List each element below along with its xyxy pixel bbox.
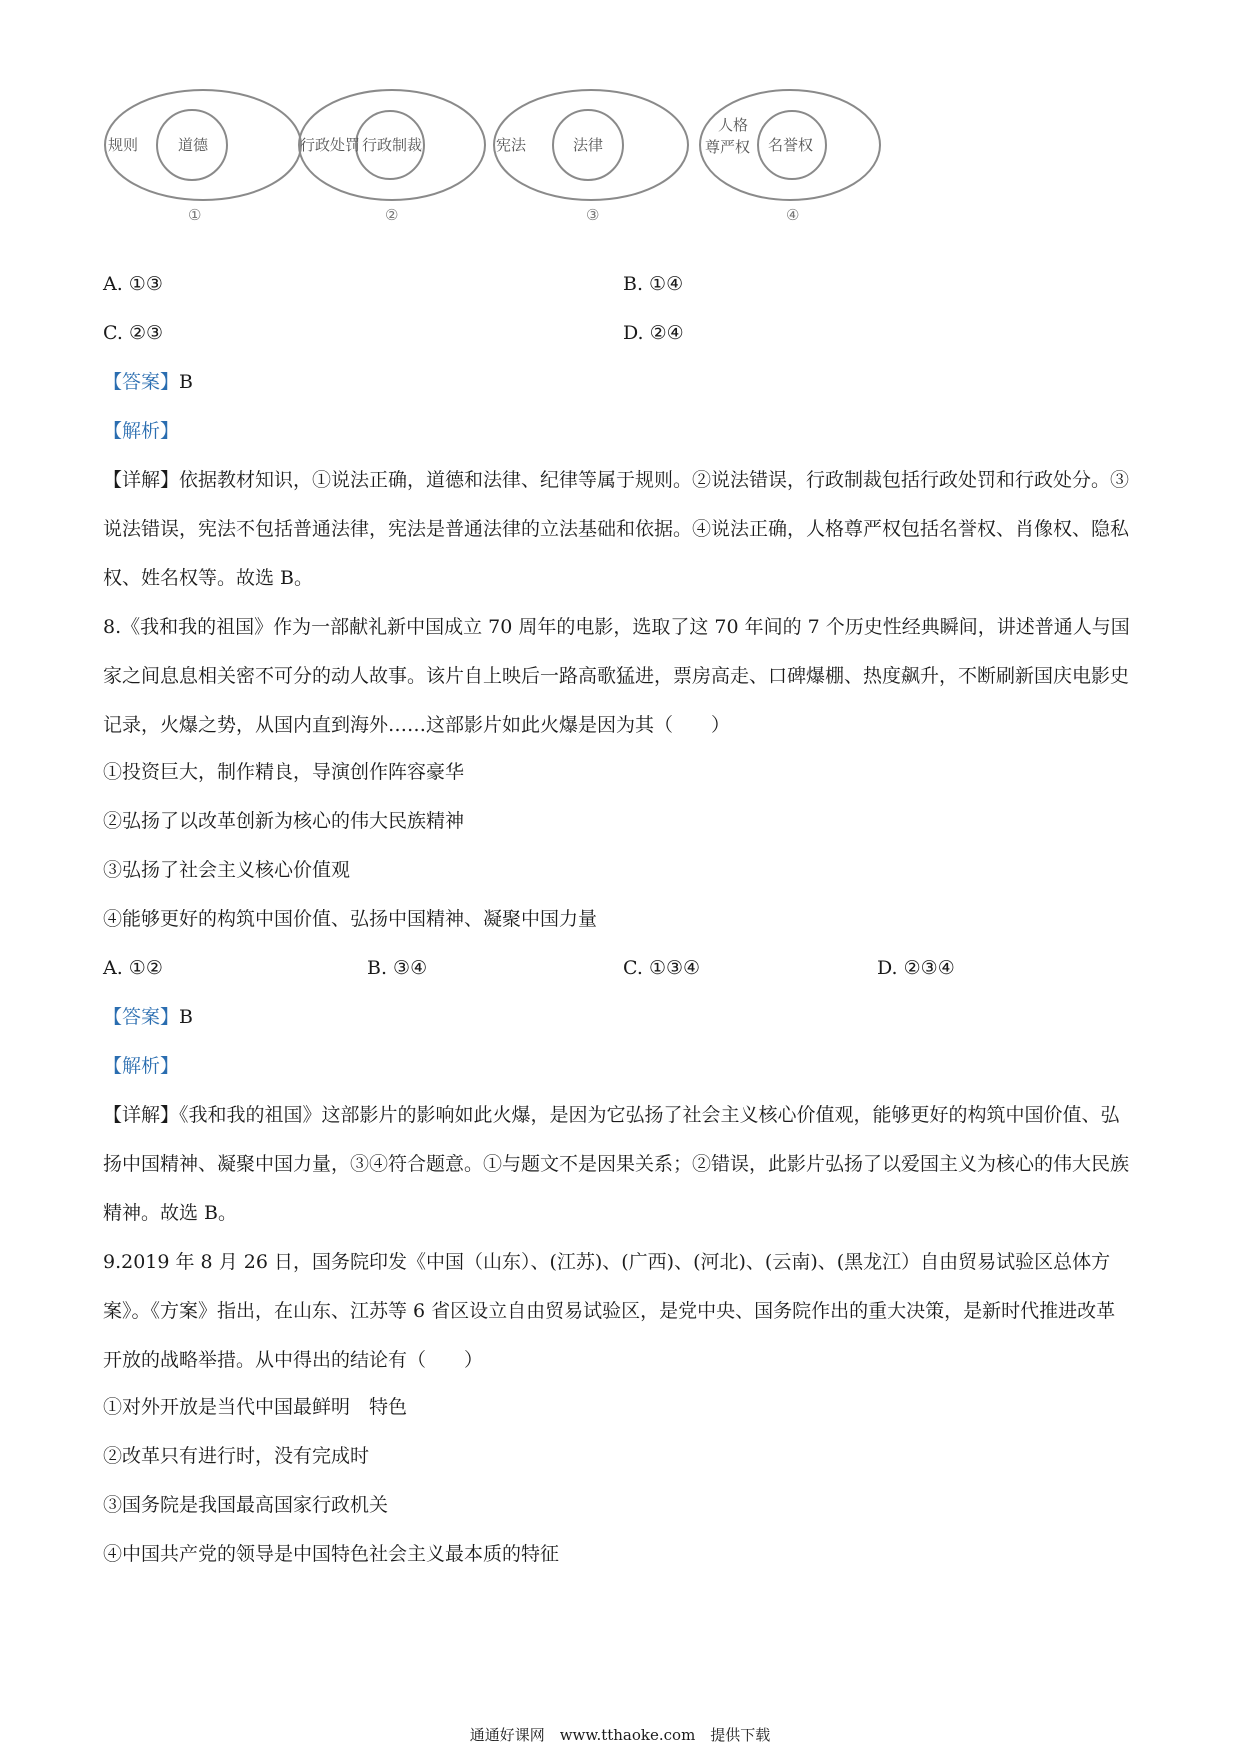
q7-option-a: A. ①③ [103, 273, 163, 295]
diagram-2-outer-label: 行政处罚 [300, 136, 361, 154]
detail-tag: 【详解】 [103, 1104, 180, 1126]
q8-option-a: A. ①② [103, 957, 163, 979]
detail-tag: 【详解】 [103, 469, 180, 491]
answer-tag: 【答案】 [103, 1006, 180, 1028]
q7-answer [103, 370, 193, 394]
diagram-4-outer-label-line2: 尊严权 [705, 138, 751, 156]
q8-item-3: ③弘扬了社会主义核心价值观 [103, 859, 351, 881]
diagram-3-outer-label: 宪法 [496, 136, 527, 154]
analysis-tag: 【解析】 [103, 420, 180, 442]
diagram-row [100, 80, 1000, 260]
q8-option-b: B. ③④ [367, 957, 428, 979]
q8-item-4: ④能够更好的构筑中国价值、弘扬中国精神、凝聚中国力量 [103, 908, 598, 930]
q8-item-1: ①投资巨大，制作精良，导演创作阵容豪华 [103, 761, 465, 783]
diagram-1-inner-label: 道德 [178, 136, 209, 154]
diagram-4-number: ④ [786, 206, 800, 224]
ellipse-diagrams [100, 80, 1000, 260]
q8-option-c: C. ①③④ [623, 957, 701, 979]
answer-value: B [179, 371, 193, 393]
q8-detail [103, 1091, 1133, 1238]
q8-item-2: ②弘扬了以改革创新为核心的伟大民族精神 [103, 810, 465, 832]
q9-item-3: ③国务院是我国最高国家行政机关 [103, 1494, 389, 1516]
q7-option-d: D. ②④ [623, 322, 684, 344]
q8-stem: 8.《我和我的祖国》作为一部献礼新中国成立 70 周年的电影，选取了这 70 年间的 7 个历史性经典瞬间，讲述普通人与国家之间息息相关密不可分的动人故事。该片自上映后一路高歌猛进，票房高走、口碑爆棚、热度飙升，不断刷新国庆电影史记录，火爆之势，从国内直到海外……这部影片如此火爆是因为其（ ） [103, 616, 1130, 736]
q8-option-d: D. ②③④ [877, 957, 955, 979]
diagram-4-inner-label: 名誉权 [768, 136, 814, 154]
q9-item-4: ④中国共产党的领导是中国特色社会主义最本质的特征 [103, 1543, 560, 1565]
diagram-3-number: ③ [586, 206, 600, 224]
q7-detail [103, 456, 1133, 603]
q9-item-1: ①对外开放是当代中国最鲜明 特色 [103, 1396, 408, 1418]
page-footer: 通通好课网 www.tthaoke.com 提供下载 [469, 1726, 771, 1744]
detail-text: 《我和我的祖国》这部影片的影响如此火爆，是因为它弘扬了社会主义核心价值观，能够更好的构筑中国价值、弘扬中国精神、凝聚中国力量，③④符合题意。①与题文不是因果关系；②错误，此影片弘扬了以爱国主义为核心的伟大民族精神。故选 B。 [103, 1104, 1130, 1224]
q7-option-b: B. ①④ [623, 273, 684, 295]
diagram-1-outer-label: 规则 [108, 136, 139, 154]
diagram-2-number: ② [385, 206, 399, 224]
diagram-3-inner-label: 法律 [573, 136, 604, 154]
diagram-4-outer-label-line1: 人格 [718, 116, 749, 134]
answer-value: B [179, 1006, 193, 1028]
q9-item-2: ②改革只有进行时，没有完成时 [103, 1445, 370, 1467]
q7-option-c: C. ②③ [103, 322, 164, 344]
diagram-1-number: ① [188, 206, 202, 224]
q8-analysis-heading [103, 1054, 179, 1078]
q9-stem: 9.2019 年 8 月 26 日，国务院印发《中国（山东）、(江苏)、(广西)、(河北)、(云南)、(黑龙江）自由贸易试验区总体方案》。《方案》指出，在山东、江苏等 6 省区设立自由贸易试验区，是党中央、国务院作出的重大决策，是新时代推进改革开放的战略举措。从中得出的结论有（ ） [103, 1251, 1116, 1371]
q7-analysis-heading [103, 419, 179, 443]
answer-tag: 【答案】 [103, 371, 180, 393]
q8-answer [103, 1005, 193, 1029]
detail-text: 依据教材知识，①说法正确，道德和法律、纪律等属于规则。②说法错误，行政制裁包括行政处罚和行政处分。③说法错误，宪法不包括普通法律，宪法是普通法律的立法基础和依据。④说法正确，人格尊严权包括名誉权、肖像权、隐私权、姓名权等。故选 B。 [103, 469, 1130, 589]
analysis-tag: 【解析】 [103, 1055, 180, 1077]
diagram-2-inner-label: 行政制裁 [362, 136, 423, 154]
